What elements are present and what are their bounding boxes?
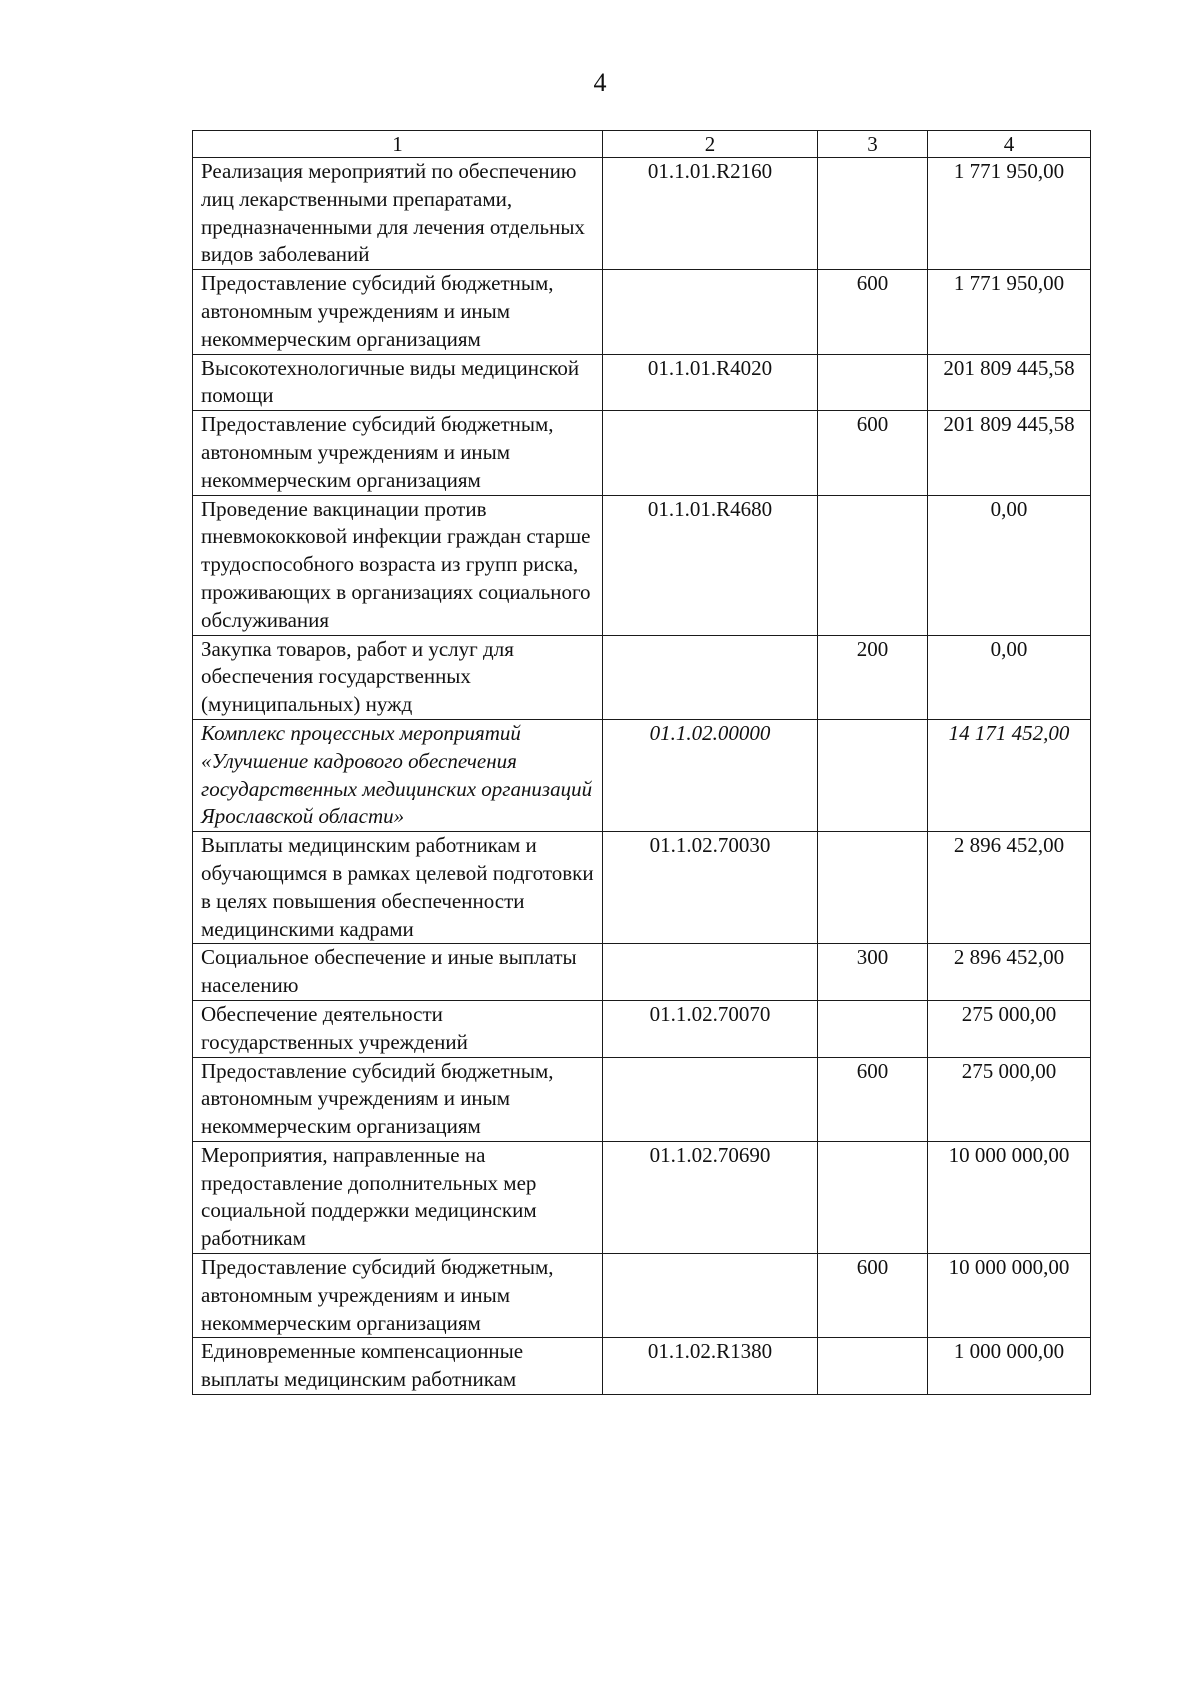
cell-amount: 1 771 950,00	[928, 158, 1091, 270]
cell-expense-type: 600	[818, 411, 928, 495]
table-row	[193, 832, 1091, 944]
page-number: 4	[593, 68, 607, 97]
cell-amount: 1 000 000,00	[928, 1338, 1091, 1395]
cell-amount: 1 771 950,00	[928, 270, 1091, 354]
cell-amount: 201 809 445,58	[928, 411, 1091, 495]
cell-name: Предоставление субсидий бюджетным, автономным учреждениям и иным некоммерческим организациям	[193, 270, 603, 354]
cell-amount: 10 000 000,00	[928, 1254, 1091, 1338]
cell-expense-type	[818, 719, 928, 831]
cell-name: Предоставление субсидий бюджетным, автономным учреждениям и иным некоммерческим организациям	[193, 1254, 603, 1338]
cell-name: Закупка товаров, работ и услуг для обеспечения государственных (муниципальных) нужд	[193, 635, 603, 719]
cell-expense-type: 600	[818, 1254, 928, 1338]
column-header-1: 1	[193, 131, 603, 158]
cell-amount: 10 000 000,00	[928, 1141, 1091, 1253]
cell-code	[603, 270, 818, 354]
cell-expense-type	[818, 1000, 928, 1057]
cell-code: 01.1.02.R1380	[603, 1338, 818, 1395]
table-row	[193, 1338, 1091, 1395]
cell-expense-type: 600	[818, 1057, 928, 1141]
cell-name: Предоставление субсидий бюджетным, автономным учреждениям и иным некоммерческим организациям	[193, 411, 603, 495]
cell-amount: 2 896 452,00	[928, 944, 1091, 1001]
cell-name: Высокотехнологичные виды медицинской помощи	[193, 354, 603, 411]
cell-amount: 14 171 452,00	[928, 719, 1091, 831]
cell-expense-type	[818, 1338, 928, 1395]
cell-name: Проведение вакцинации против пневмококковой инфекции граждан старше трудоспособного возраста из групп риска, проживающих в организациях социального обслуживания	[193, 495, 603, 635]
cell-code: 01.1.02.70070	[603, 1000, 818, 1057]
table-row	[193, 354, 1091, 411]
cell-amount: 0,00	[928, 635, 1091, 719]
cell-name: Предоставление субсидий бюджетным, автономным учреждениям и иным некоммерческим организациям	[193, 1057, 603, 1141]
cell-name: Мероприятия, направленные на предоставление дополнительных мер социальной поддержки медицинским работникам	[193, 1141, 603, 1253]
cell-code	[603, 411, 818, 495]
column-header-3: 3	[818, 131, 928, 158]
cell-code: 01.1.01.R2160	[603, 158, 818, 270]
cell-expense-type: 200	[818, 635, 928, 719]
table-row	[193, 719, 1091, 831]
cell-amount: 275 000,00	[928, 1057, 1091, 1141]
cell-expense-type	[818, 354, 928, 411]
cell-name: Обеспечение деятельности государственных учреждений	[193, 1000, 603, 1057]
cell-expense-type	[818, 832, 928, 944]
cell-amount: 275 000,00	[928, 1000, 1091, 1057]
cell-amount: 201 809 445,58	[928, 354, 1091, 411]
cell-name: Социальное обеспечение и иные выплаты населению	[193, 944, 603, 1001]
cell-code: 01.1.02.70030	[603, 832, 818, 944]
cell-expense-type	[818, 1141, 928, 1253]
table-row	[193, 944, 1091, 1001]
cell-code	[603, 1254, 818, 1338]
cell-amount: 0,00	[928, 495, 1091, 635]
column-header-2: 2	[603, 131, 818, 158]
cell-code	[603, 1057, 818, 1141]
table-body	[193, 158, 1091, 1395]
cell-name: Реализация мероприятий по обеспечению лиц лекарственными препаратами, предназначенными для лечения отдельных видов заболеваний	[193, 158, 603, 270]
cell-code	[603, 635, 818, 719]
cell-code	[603, 944, 818, 1001]
table-header-row	[193, 131, 1091, 158]
table-row	[193, 1057, 1091, 1141]
table-row	[193, 1000, 1091, 1057]
table-row	[193, 411, 1091, 495]
cell-amount: 2 896 452,00	[928, 832, 1091, 944]
cell-code: 01.1.02.70690	[603, 1141, 818, 1253]
table-row	[193, 1254, 1091, 1338]
table-row	[193, 158, 1091, 270]
cell-code: 01.1.01.R4020	[603, 354, 818, 411]
cell-name: Выплаты медицинским работникам и обучающимся в рамках целевой подготовки в целях повышения обеспеченности медицинскими кадрами	[193, 832, 603, 944]
cell-expense-type: 300	[818, 944, 928, 1001]
cell-name: Единовременные компенсационные выплаты медицинским работникам	[193, 1338, 603, 1395]
cell-expense-type: 600	[818, 270, 928, 354]
cell-code: 01.1.01.R4680	[603, 495, 818, 635]
table-row	[193, 495, 1091, 635]
cell-code: 01.1.02.00000	[603, 719, 818, 831]
table-row	[193, 270, 1091, 354]
cell-expense-type	[818, 158, 928, 270]
column-header-4: 4	[928, 131, 1091, 158]
cell-name: Комплекс процессных мероприятий «Улучшение кадрового обеспечения государственных медицинских организаций Ярославской области»	[193, 719, 603, 831]
table-row	[193, 1141, 1091, 1253]
budget-table	[192, 130, 1091, 1395]
table-row	[193, 635, 1091, 719]
cell-expense-type	[818, 495, 928, 635]
